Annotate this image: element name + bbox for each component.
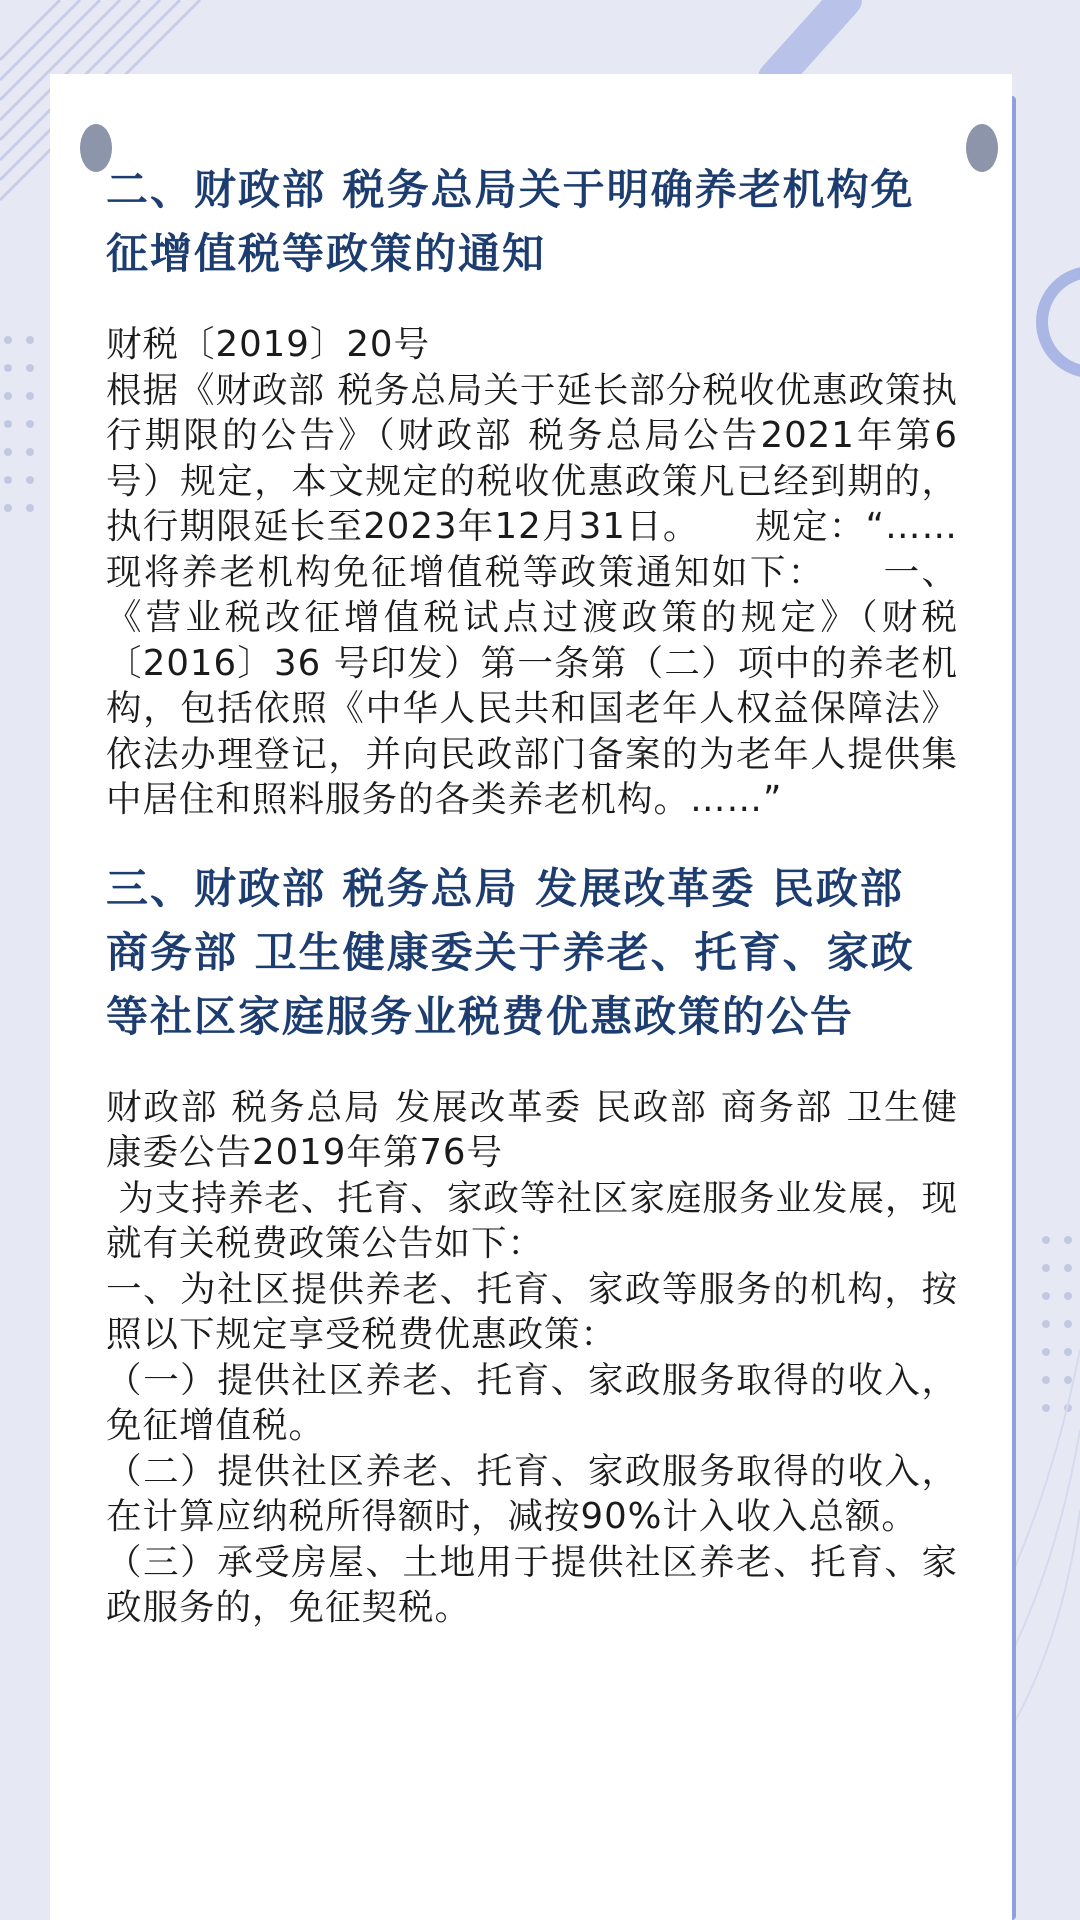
section-2-title: 二、财政部 税务总局关于明确养老机构免征增值税等政策的通知 [106, 165, 915, 278]
section-3-title: 三、财政部 税务总局 发展改革委 民政部 商务部 卫生健康委关于养老、托育、家政等社区家庭服务业税费优惠政策的公告 [106, 863, 915, 1041]
section-3-body: 财政部 税务总局 发展改革委 民政部 商务部 卫生健康委公告2019年第76号 为支持养老、托育、家政等社区家庭服务业发展，现就有关税费政策公告如下： 一、为社区提供养老、托育、家政等服务的机构，按照以下规定享受税费优惠政策： （一）提供社区养老、托育、家政服务取得的收入，免征增值税。 （二）提供社区养老、托育、家政服务取得的收入，在计算应纳税所得额时，减按90%计入收入总额。 （三）承受房屋、土地用于提供社区养老、托育、家政服务的，免征契税。 [106, 1086, 958, 1628]
document-content [106, 158, 958, 1631]
section-2-body: 财税〔2019〕20号 根据《财政部 税务总局关于延长部分税收优惠政策执行期限的公告》（财政部 税务总局公告2021年第6号）规定，本文规定的税收优惠政策凡已经到期的，执行期限延长至2023年12月31日。 规定：“……现将养老机构免征增值税等政策通知如下： 一、《营业税改征增值税试点过渡政策的规定》（财税〔2016〕36 号印发）第一条第（二）项中的养老机构，包括依照《中华人民共和国老年人权益保障法》依法办理登记，并向民政部门备案的为老年人提供集中居住和照料服务的各类养老机构。……” [106, 324, 958, 820]
pin-right-decoration [966, 124, 998, 172]
